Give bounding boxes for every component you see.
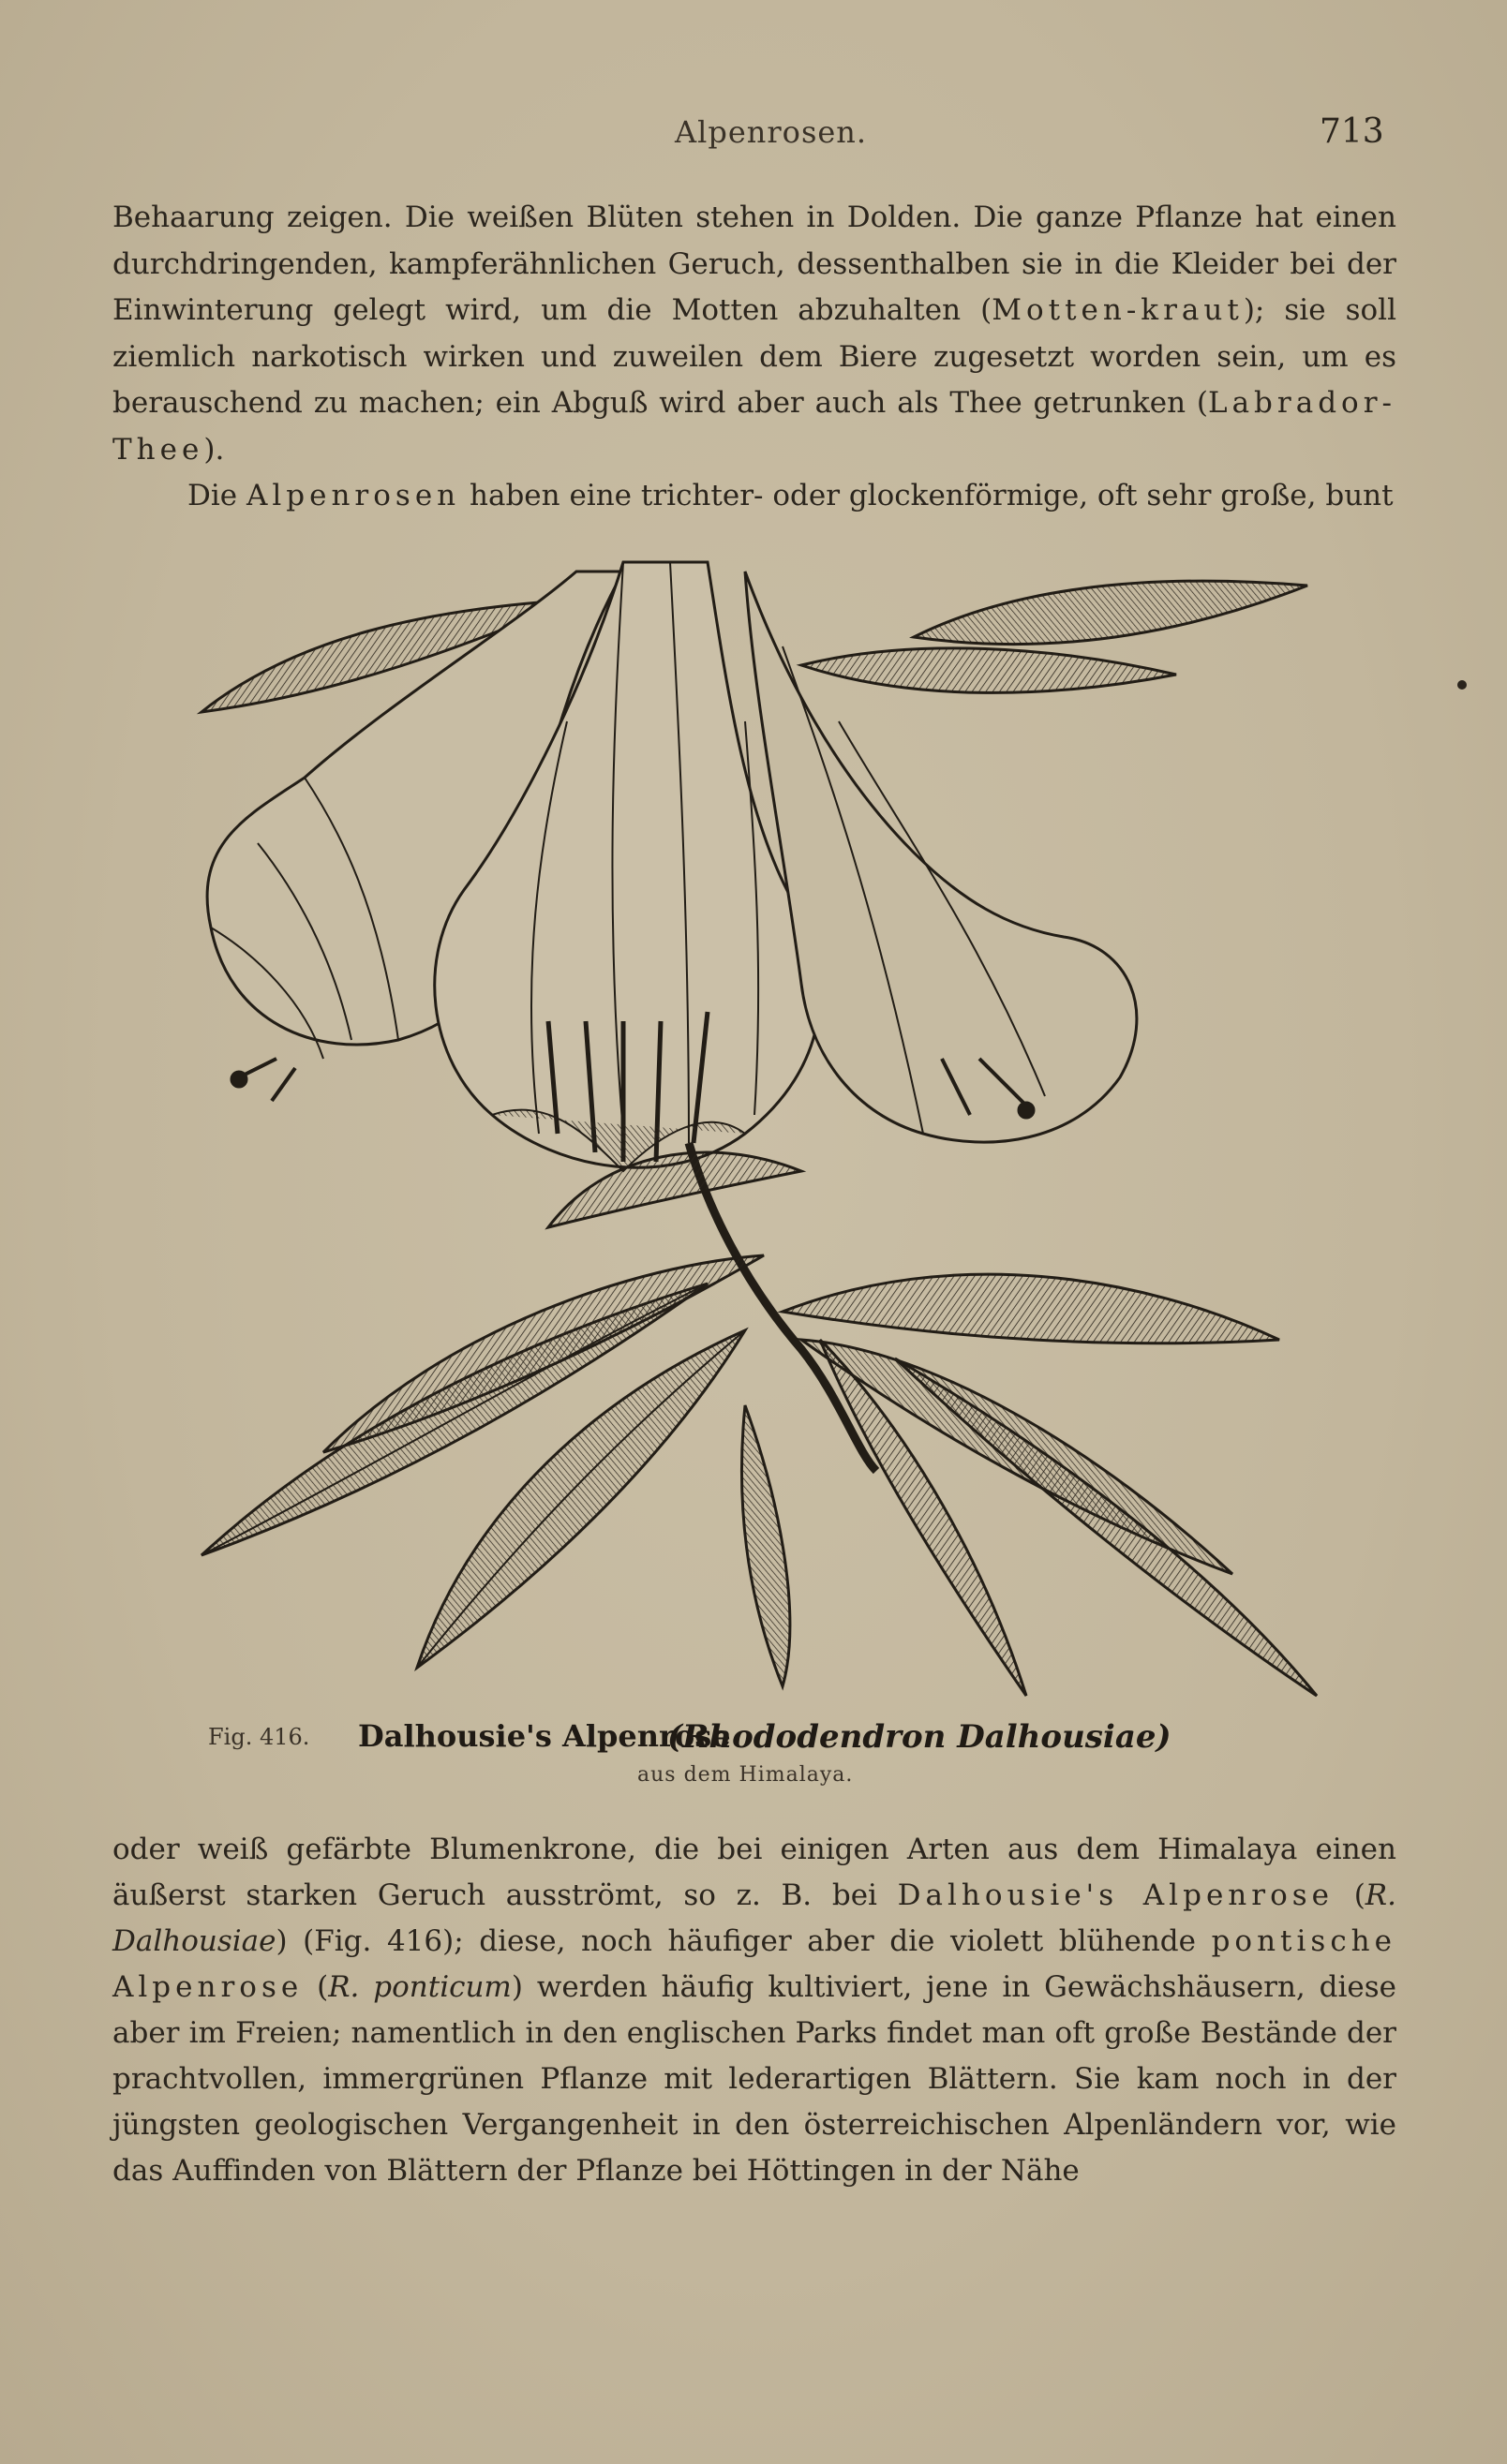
rhododendron-engraving: [183, 534, 1331, 1700]
text-run: haben eine trichter- oder glockenförmige, oft sehr große, bunt: [460, 479, 1394, 512]
bottom-text-block: [112, 1827, 1396, 2194]
figure-title: Dalhousie's Alpenrose: [358, 1718, 731, 1754]
text-run: (: [303, 1970, 329, 2004]
emphasized-term: Alpenrosen: [246, 479, 461, 512]
text-run: ).: [203, 432, 225, 467]
emphasized-term: Motten-kraut: [992, 293, 1244, 327]
text-run: (: [1334, 1878, 1365, 1912]
latin-term: R. ponticum: [328, 1970, 512, 2004]
rhododendron-illustration: [183, 534, 1331, 1700]
emphasized-term: pontische Alpenrose: [112, 1924, 1396, 2004]
figure-subtitle: aus dem Himalaya.: [637, 1763, 854, 1787]
paragraph-alpenrosen-intro: [112, 473, 1396, 520]
text-run: Die: [187, 479, 246, 512]
text-run: Behaarung zeigen. Die weißen Blüten stehen in Dolden. Die ganze Pflanze hat einen durchdringenden, kampferähnlichen Geruch, dessenthalben sie in die Kleider bei der Einwinterung gelegt wird, um die Motten abzuhalten (: [112, 200, 1396, 327]
emphasized-term: Dalhousie's Alpenrose: [897, 1878, 1334, 1912]
paragraph-alpenrose-species: [112, 1827, 1396, 2194]
figure-latin-name: (Rhododendron Dalhousiae): [667, 1718, 1171, 1756]
ink-speck: [1457, 680, 1467, 690]
text-run: ) (Fig. 416); diese, noch häufiger aber die violett blühende: [276, 1924, 1212, 1958]
latin-term: R. Dalhousiae: [112, 1878, 1396, 1958]
page-number: 713: [1320, 112, 1384, 151]
figure-label: Fig. 416.: [208, 1724, 310, 1750]
text-run: oder weiß gefärbte Blumenkrone, die bei einigen Arten aus dem Himalaya einen äußerst starken Geruch ausströmt, so z. B. bei: [112, 1833, 1396, 1912]
paragraph-labrador-tea: [112, 195, 1396, 473]
emphasized-term: Labrador-Thee: [112, 386, 1396, 467]
text-run: ) werden häufig kultiviert, jene in Gewächshäusern, diese aber im Freien; namentlich in den englischen Parks findet man oft große Bestände der prachtvollen, immergrünen Pflanze mit lederartigen Blättern. Sie kam noch in der jüngsten geologischen Vergangenheit in den österreichischen Alpenländern vor, wie das Auffinden von Blättern der Pflanze bei Höttingen in der Nähe: [112, 1970, 1397, 2188]
running-head: Alpenrosen.: [675, 114, 868, 150]
figure-caption: [208, 1718, 1314, 1759]
text-run: ); sie soll ziemlich narkotisch wirken und zuweilen dem Biere zugesetzt worden sein, um es berauschend zu machen; ein Abguß wird aber auch als Thee getrunken (: [112, 293, 1396, 420]
top-text-block: [112, 195, 1396, 520]
